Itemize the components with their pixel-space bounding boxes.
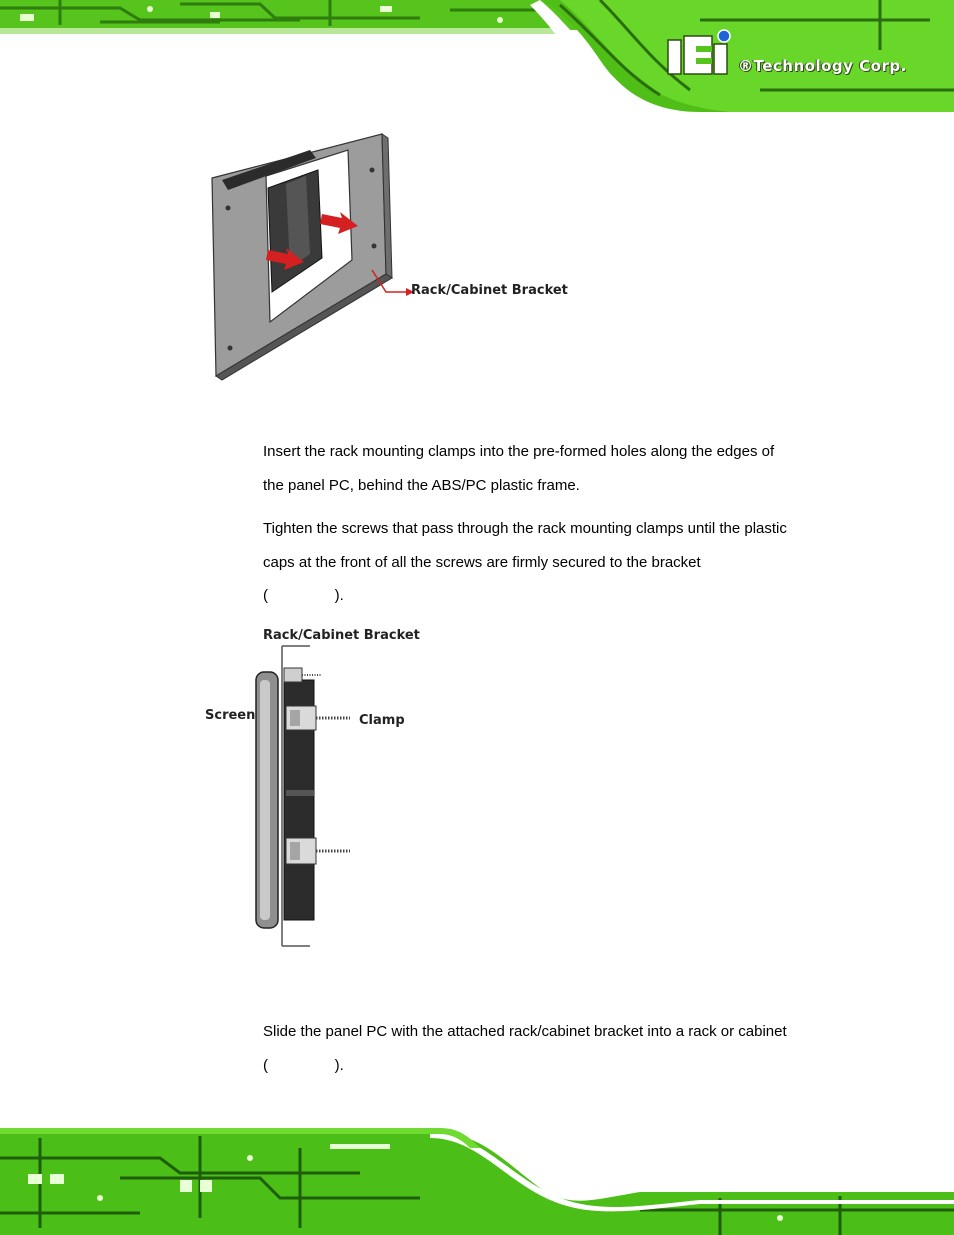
bracket-label-side: Rack/Cabinet Bracket [263, 628, 420, 643]
bracket-label: Rack/Cabinet Bracket [411, 283, 568, 298]
clamp-label: Clamp [359, 713, 405, 728]
side-view-illustration [250, 640, 360, 952]
figure-reference: ( ). [263, 587, 344, 604]
circuit-board-footer [0, 1118, 954, 1235]
step-3-text [263, 435, 823, 502]
text-line: the panel PC, behind the ABS/PC plastic frame. [263, 476, 580, 494]
rack-bracket-illustration [200, 128, 620, 384]
step-5-text [263, 1015, 823, 1082]
text-line: caps at the front of all the screws are firmly secured to the bracket [263, 553, 701, 571]
text-line: Insert the rack mounting clamps into the pre-formed holes along the edges of [263, 443, 775, 460]
text-line: Slide the panel PC with the attached rack/cabinet bracket into a rack or cabinet [263, 1023, 787, 1040]
screen-label: Screen [205, 708, 256, 723]
step-4-text [263, 512, 823, 613]
text-line: Tighten the screws that pass through the rack mounting clamps until the plastic [263, 520, 787, 537]
bracket-figure [200, 128, 620, 384]
side-view-figure [250, 640, 360, 952]
company-name: ®Technology Corp. [738, 57, 907, 75]
figure-reference: ( ). [263, 1056, 344, 1074]
page-header [0, 0, 954, 112]
page-footer [0, 1118, 954, 1235]
circuit-board-banner [0, 0, 954, 112]
